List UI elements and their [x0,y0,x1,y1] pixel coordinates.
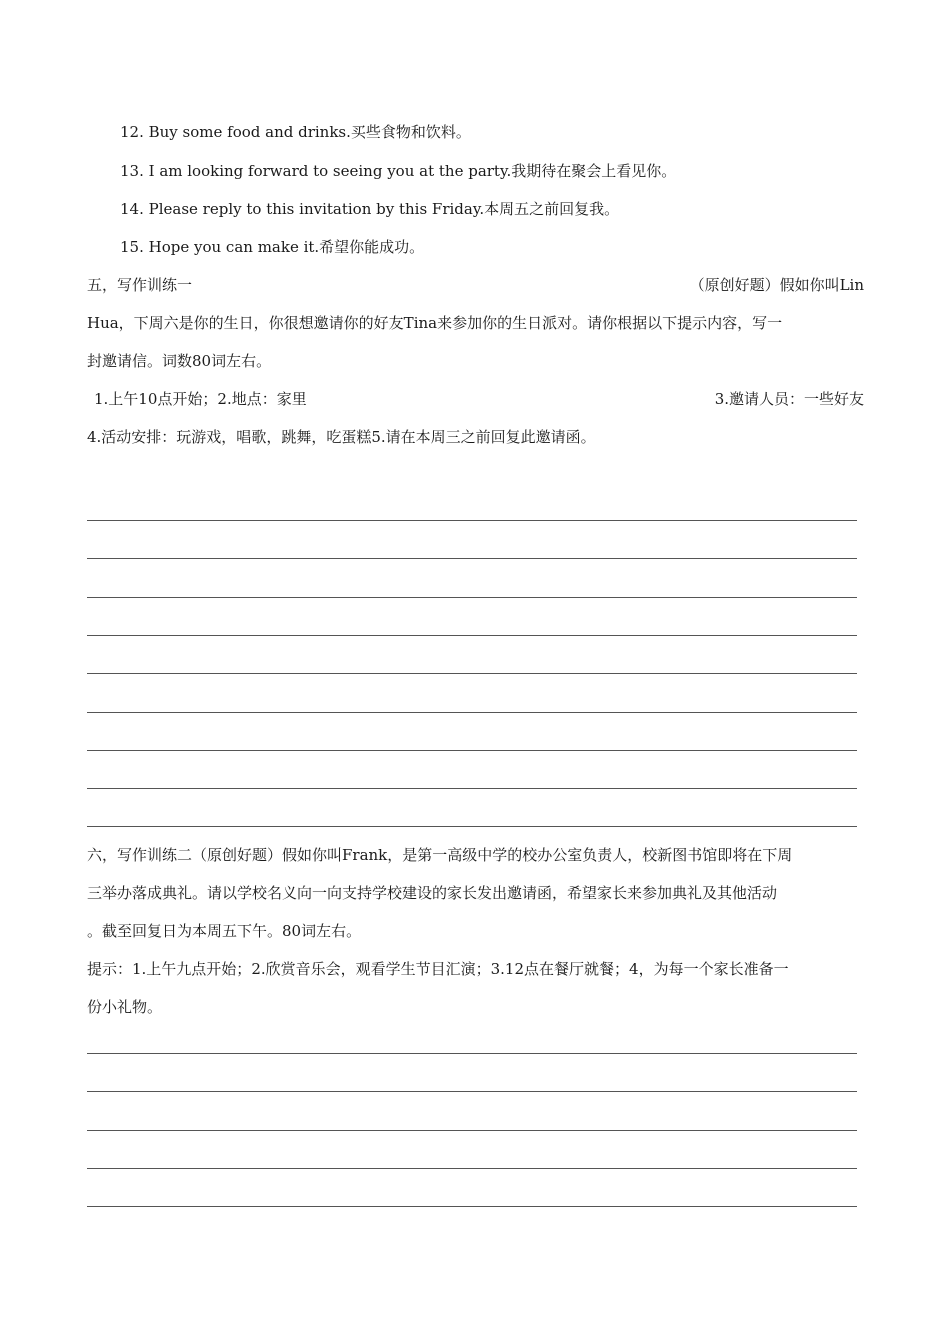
section5-hint-right: 3.邀请人员：一些好友 [714,390,864,408]
answer-line[interactable] [87,712,857,713]
phrase-14: 14. Please reply to this invitation by this Friday.本周五之前回复我。 [120,200,620,218]
answer-line[interactable] [87,1091,857,1092]
answer-line[interactable] [87,750,857,751]
answer-line[interactable] [87,597,857,598]
answer-line[interactable] [87,558,857,559]
answer-line[interactable] [87,1130,857,1131]
section6-line1: 六，写作训练二（原创好题）假如你叫Frank，是第一高级中学的校办公室负责人，校新图书馆即将在下周 [87,846,793,864]
section6-line2: 三举办落成典礼。请以学校名义向一向支持学校建设的家长发出邀请函，希望家长来参加典礼及其他活动 [87,884,778,902]
phrase-12: 12. Buy some food and drinks.买些食物和饮料。 [120,123,471,141]
section6-hint-line2: 份小礼物。 [87,998,163,1016]
section5-intro-line2: Hua，下周六是你的生日，你很想邀请你的好友Tina来参加你的生日派对。请你根据以下提示内容，写一 [87,314,783,332]
answer-line[interactable] [87,520,857,521]
section6-line3: 。截至回复日为本周五下午。80词左右。 [87,922,362,940]
answer-line[interactable] [87,1206,857,1207]
answer-line[interactable] [87,788,857,789]
answer-line[interactable] [87,1168,857,1169]
phrase-15: 15. Hope you can make it.希望你能成功。 [120,238,425,256]
section6-hint-line1: 提示：1.上午九点开始；2.欣赏音乐会，观看学生节目汇演；3.12点在餐厅就餐；4，为每一个家长准备一 [87,960,789,978]
answer-line[interactable] [87,1053,857,1054]
answer-line[interactable] [87,826,857,827]
answer-line[interactable] [87,673,857,674]
section5-intro-line3: 封邀请信。词数80词左右。 [87,352,272,370]
section5-hint-left: 1.上午10点开始；2.地点：家里 [94,390,307,408]
section5-intro-right: （原创好题）假如你叫Lin [689,276,864,294]
section5-hint-line2: 4.活动安排：玩游戏，唱歌，跳舞，吃蛋糕5.请在本周三之前回复此邀请函。 [87,428,596,446]
phrase-13: 13. I am looking forward to seeing you at the party.我期待在聚会上看见你。 [120,162,677,180]
section5-heading: 五，写作训练一 [87,276,193,294]
answer-line[interactable] [87,635,857,636]
